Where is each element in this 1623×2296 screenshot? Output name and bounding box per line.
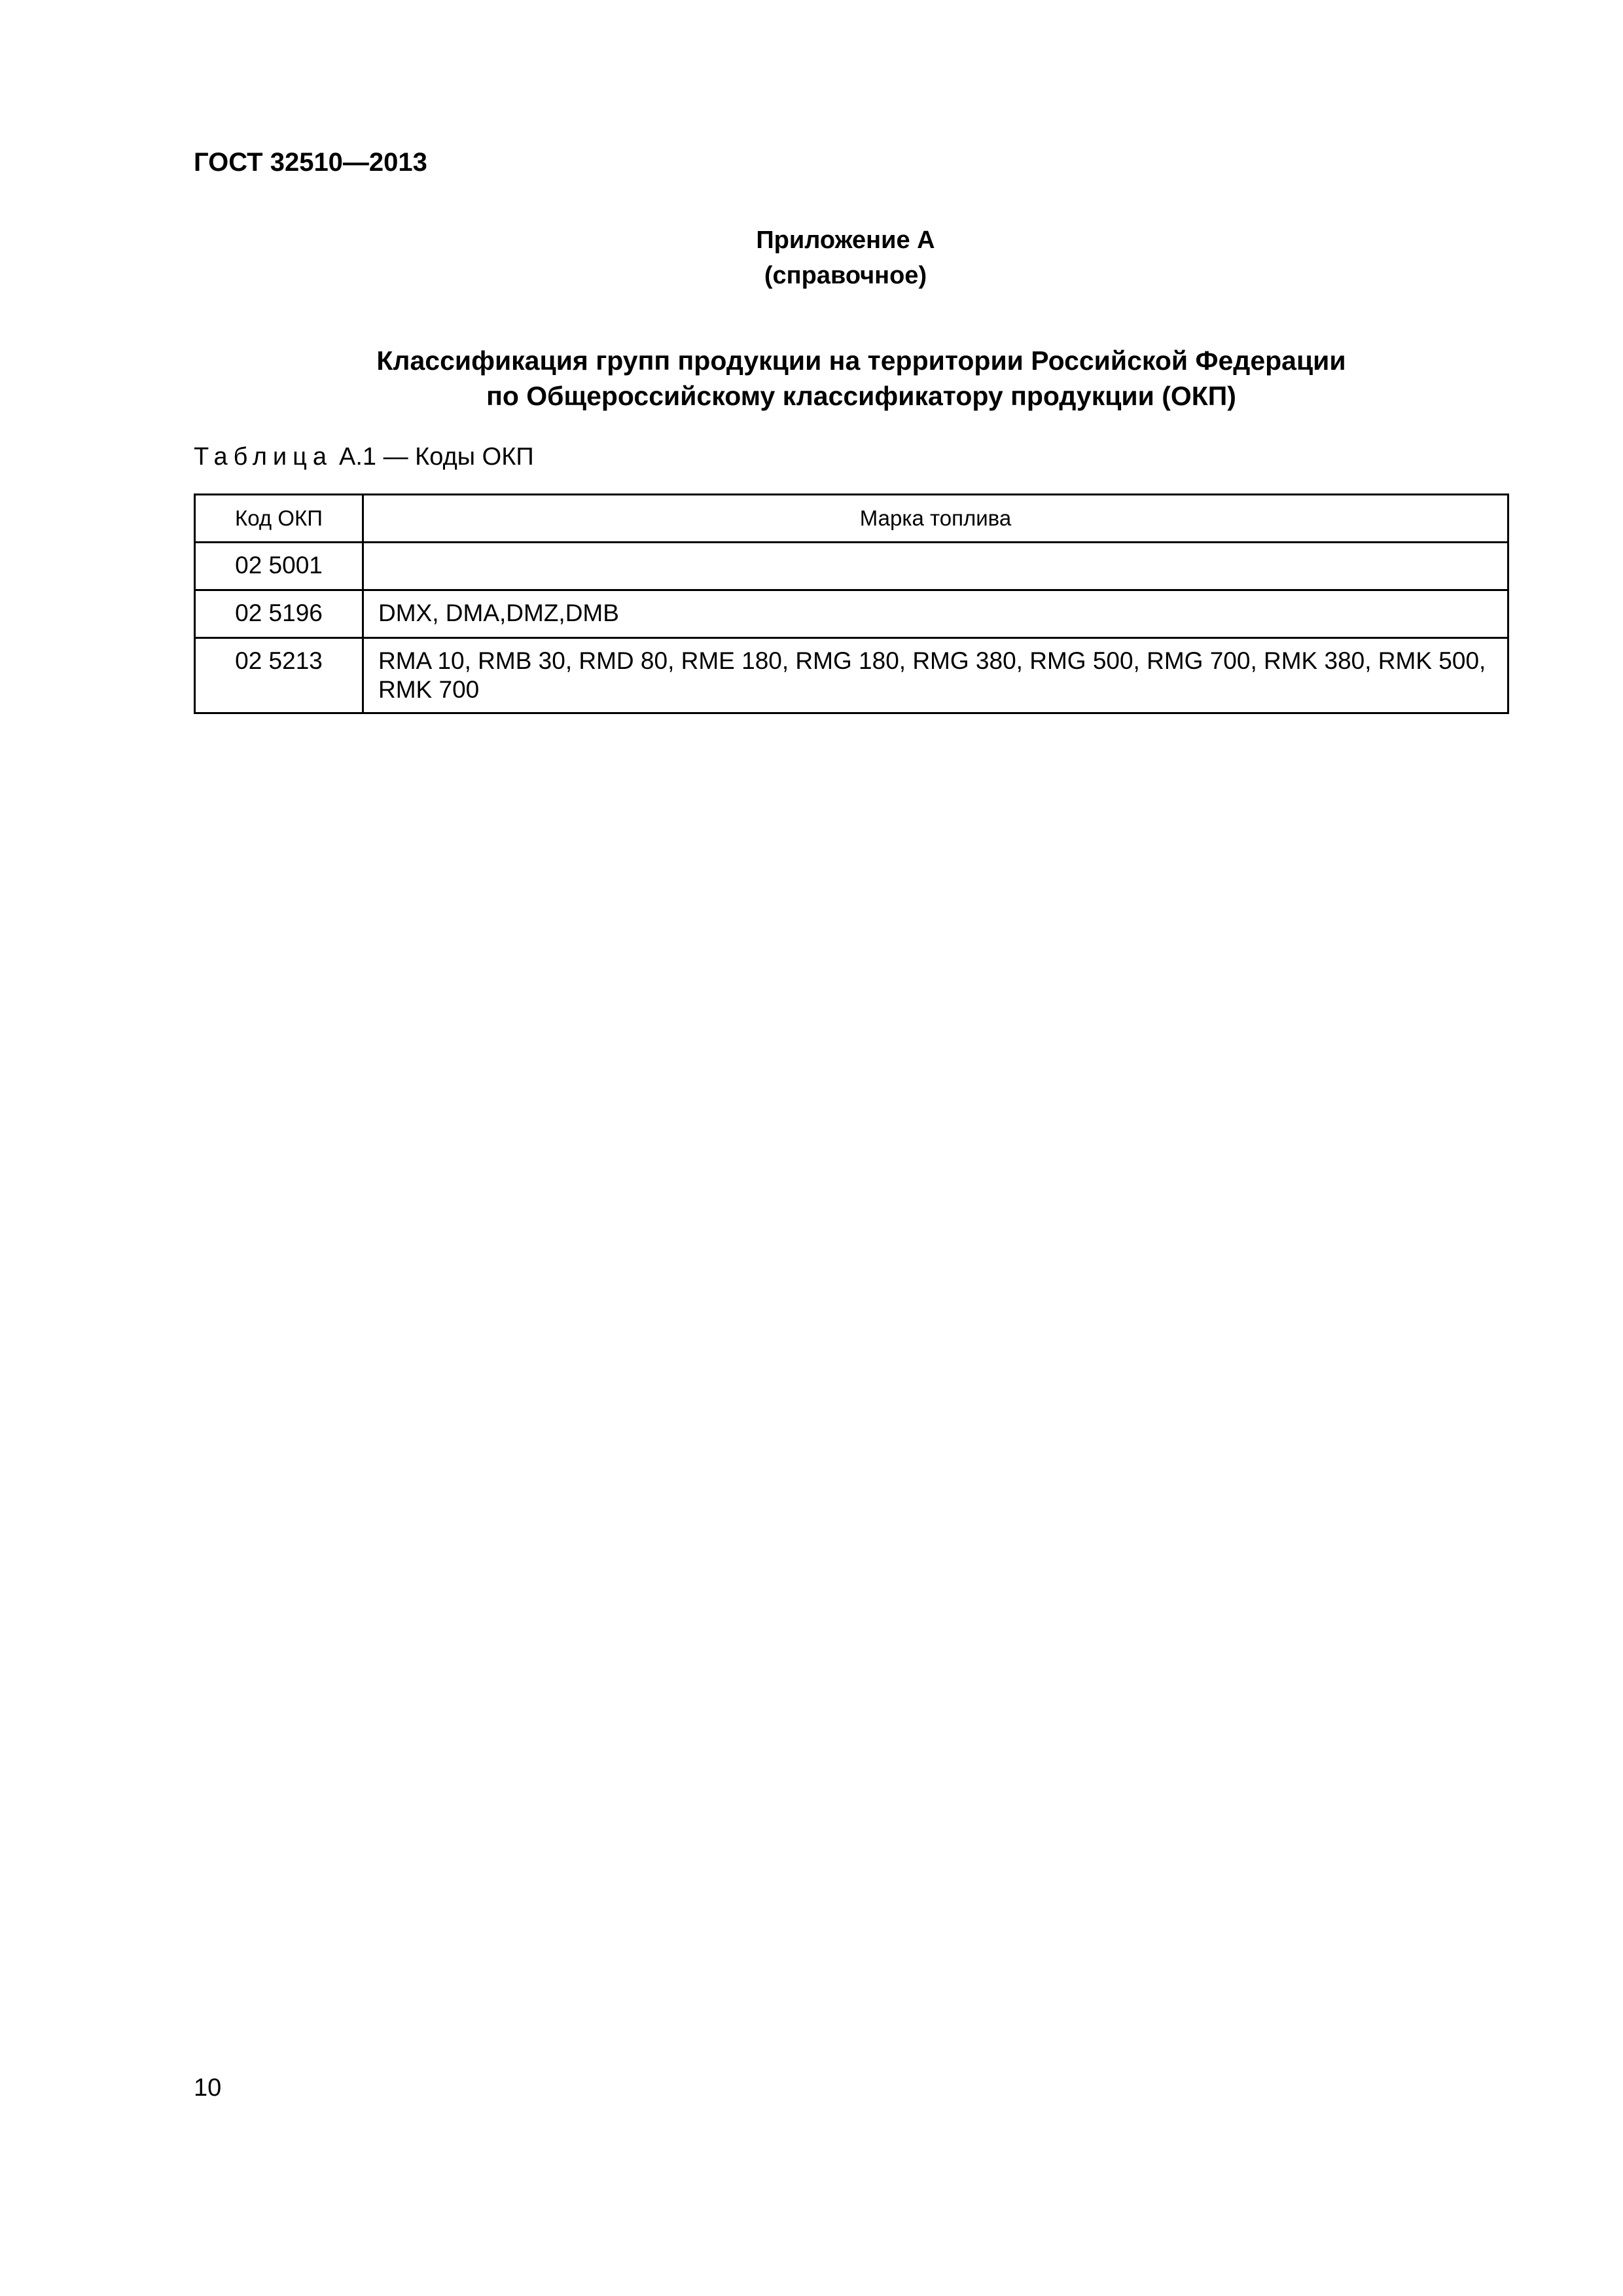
table-row <box>195 590 1508 638</box>
table-caption-text: А.1 — Коды ОКП <box>339 443 534 471</box>
table-caption <box>194 442 534 473</box>
fuel-brand-cell: RMA 10, RMB 30, RMD 80, RME 180, RMG 180, RMG 380, RMG 500, RMG 700, RMK 380, RMK 500, RMK 700 <box>363 638 1508 713</box>
appendix-heading <box>194 223 1497 293</box>
document-code: ГОСТ 32510—2013 <box>194 148 427 177</box>
page-number: 10 <box>194 2074 222 2102</box>
table-row <box>195 638 1508 713</box>
appendix-title: Приложение А <box>756 226 935 254</box>
table-row <box>195 543 1508 590</box>
section-heading-line-1: Классификация групп продукции на территории Российской Федерации <box>376 346 1346 376</box>
column-header-okp-code: Код ОКП <box>195 495 363 543</box>
column-header-fuel-brand: Марка топлива <box>363 495 1508 543</box>
table-caption-prefix: Таблица <box>194 443 332 471</box>
okp-codes-table <box>194 493 1509 714</box>
table-header-row <box>195 495 1508 543</box>
section-heading-line-2: по Общероссийскому классификатору продукции (ОКП) <box>486 381 1236 411</box>
okp-code-cell: 02 5001 <box>195 543 363 590</box>
section-heading <box>194 343 1529 414</box>
okp-code-cell: 02 5213 <box>195 638 363 713</box>
fuel-brand-cell <box>363 543 1508 590</box>
okp-code-cell: 02 5196 <box>195 590 363 638</box>
fuel-brand-cell: DMX, DMA,DMZ,DMB <box>363 590 1508 638</box>
appendix-kind: (справочное) <box>764 262 927 289</box>
